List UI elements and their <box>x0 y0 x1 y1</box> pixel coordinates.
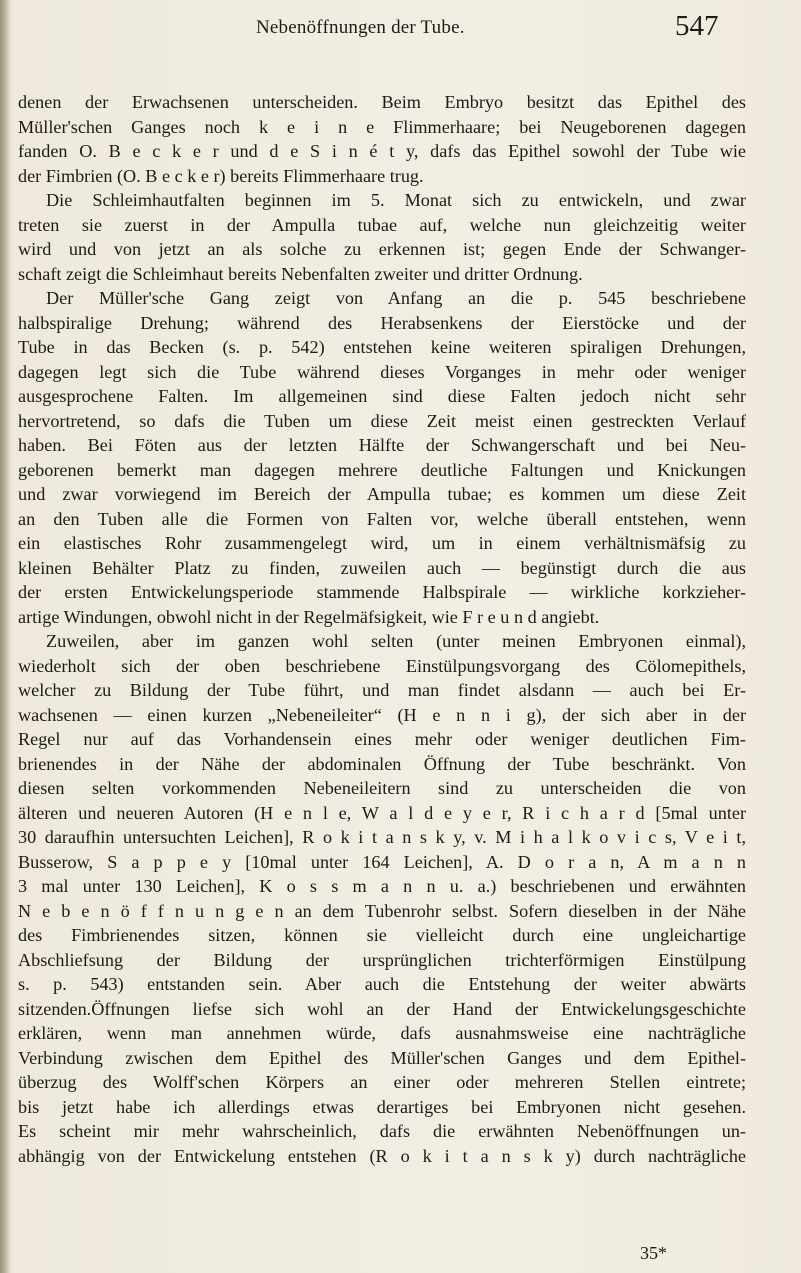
text-line: geborenen bemerkt man dagegen mehrere deutliche Faltungen und Knickungen <box>18 459 746 480</box>
text-line: Busserow, S a p p e y [10mal unter 164 Leichen], A. D o r a n, A m a n n <box>18 851 746 872</box>
text-line: bis jetzt habe ich allerdings etwas derartiges bei Embryonen nicht gesehen. <box>18 1096 746 1117</box>
text-line: ausgesprochene Falten. Im allgemeinen sind diese Falten jedoch nicht sehr <box>18 386 746 406</box>
text-line: Es scheint mir mehr wahrscheinlich, dafs die erwähnten Nebenöffnungen un- <box>18 1121 746 1141</box>
text-line: Tube in das Becken (s. p. 542) entstehen keine weiteren spiraligen Drehungen, <box>18 337 746 357</box>
text-line: Regel nur auf das Vorhandensein eines mehr oder weniger deutlichen Fim- <box>18 729 746 749</box>
text-line: wachsenen — einen kurzen „Nebeneileiter“ (H e n n i g), der sich aber in der <box>18 704 746 725</box>
page-number: 547 <box>675 10 719 42</box>
text-line: 3 mal unter 130 Leichen], K o s s m a n n u. a.) beschriebenen und erwähnten <box>18 876 746 896</box>
text-line: ein elastisches Rohr zusammengelegt wird, um in einem verhältnismäfsig zu <box>18 533 746 553</box>
gutter-shadow <box>0 0 10 1273</box>
text-line: Der Müller'sche Gang zeigt von Anfang an die p. 545 beschriebene <box>46 288 746 308</box>
text-line: Müller'schen Ganges noch k e i n e Flimmerhaare; bei Neugeborenen dagegen <box>18 116 746 137</box>
text-line: wird und von jetzt an als solche zu erkennen ist; gegen Ende der Schwanger- <box>18 239 746 259</box>
text-line: überzug des Wolff'schen Körpers an einer oder mehreren Stellen eintrete; <box>18 1072 746 1092</box>
text-line: an den Tuben alle die Formen von Falten vor, welche überall entstehen, wenn <box>18 508 746 529</box>
text-line: abhängig von der Entwickelung entstehen (R o k i t a n s k y) durch nachträgliche <box>18 1145 746 1166</box>
text-line: wiederholt sich der oben beschriebene Einstülpungsvorgang des Cölomepithels, <box>18 655 746 676</box>
text-line: kleinen Behälter Platz zu finden, zuweilen auch — begünstigt durch die aus <box>18 557 746 578</box>
text-line: schaft zeigt die Schleimhaut bereits Nebenfalten zweiter und dritter Ordnung. <box>18 263 583 284</box>
text-line: der ersten Entwickelungsperiode stammende Halbspirale — wirkliche korkzieher- <box>18 582 746 602</box>
text-line: halbspiralige Drehung; während des Herabsenkens der Eierstöcke und der <box>18 312 746 333</box>
text-line: brienendes in der Nähe der abdominalen Öffnung der Tube beschränkt. Von <box>18 753 746 774</box>
text-line: und zwar vorwiegend im Bereich der Ampulla tubae; es kommen um diese Zeit <box>18 484 746 504</box>
text-line: haben. Bei Föten aus der letzten Hälfte der Schwangerschaft und bei Neu- <box>18 435 746 455</box>
printer-signature: 35* <box>640 1243 667 1263</box>
text-line: sitzenden.Öffnungen liefse sich wohl an der Hand der Entwickelungsgeschichte <box>18 998 746 1019</box>
text-line: Verbindung zwischen dem Epithel des Müller'schen Ganges und dem Epithel- <box>18 1047 746 1068</box>
body-text <box>18 90 746 1168</box>
text-line: dagegen legt sich die Tube während dieses Vorganges in mehr oder weniger <box>18 361 746 382</box>
text-line: Abschliefsung der Bildung der ursprünglichen trichterförmigen Einstülpung <box>18 949 746 970</box>
text-line: erklären, wenn man annehmen würde, dafs ausnahmsweise eine nachträgliche <box>18 1023 746 1043</box>
text-line: artige Windungen, obwohl nicht in der Regelmäfsigkeit, wie F r e u n d angiebt. <box>18 606 600 627</box>
text-line: treten sie zuerst in der Ampulla tubae auf, welche nun gleichzeitig weiter <box>18 214 746 235</box>
text-line: s. p. 543) entstanden sein. Aber auch die Entstehung der weiter abwärts <box>18 974 746 994</box>
text-line: diesen selten vorkommenden Nebeneileitern sind zu unterscheiden die von <box>18 778 746 798</box>
text-line: Zuweilen, aber im ganzen wohl selten (unter meinen Embryonen einmal), <box>46 631 746 651</box>
text-line: Die Schleimhautfalten beginnen im 5. Monat sich zu entwickeln, und zwar <box>46 190 746 210</box>
text-line: fanden O. B e c k e r und d e S i n é t y, dafs das Epithel sowohl der Tube wie <box>18 141 746 161</box>
text-line: N e b e n ö f f n u n g e n an dem Tubenrohr selbst. Sofern dieselben in der Nähe <box>18 900 746 921</box>
page-header <box>0 0 801 60</box>
text-line: hervortretend, so dafs die Tuben um diese Zeit meist einen gestreckten Verlauf <box>18 410 746 431</box>
text-line: des Fimbrienendes sitzen, können sie vielleicht durch eine ungleichartige <box>18 925 746 945</box>
text-line: der Fimbrien (O. B e c k e r) bereits Flimmerhaare trug. <box>18 165 424 186</box>
text-line: älteren und neueren Autoren (H e n l e, W a l d e y e r, R i c h a r d [5mal unter <box>18 802 746 823</box>
running-title: Nebenöffnungen der Tube. <box>256 17 465 38</box>
text-line: denen der Erwachsenen unterscheiden. Beim Embryo besitzt das Epithel des <box>18 92 746 112</box>
text-line: 30 daraufhin untersuchten Leichen], R o k i t a n s k y, v. M i h a l k o v i c s, V e i t, <box>18 827 746 847</box>
text-line: welcher zu Bildung der Tube führt, und man findet alsdann — auch bei Er- <box>18 680 746 700</box>
